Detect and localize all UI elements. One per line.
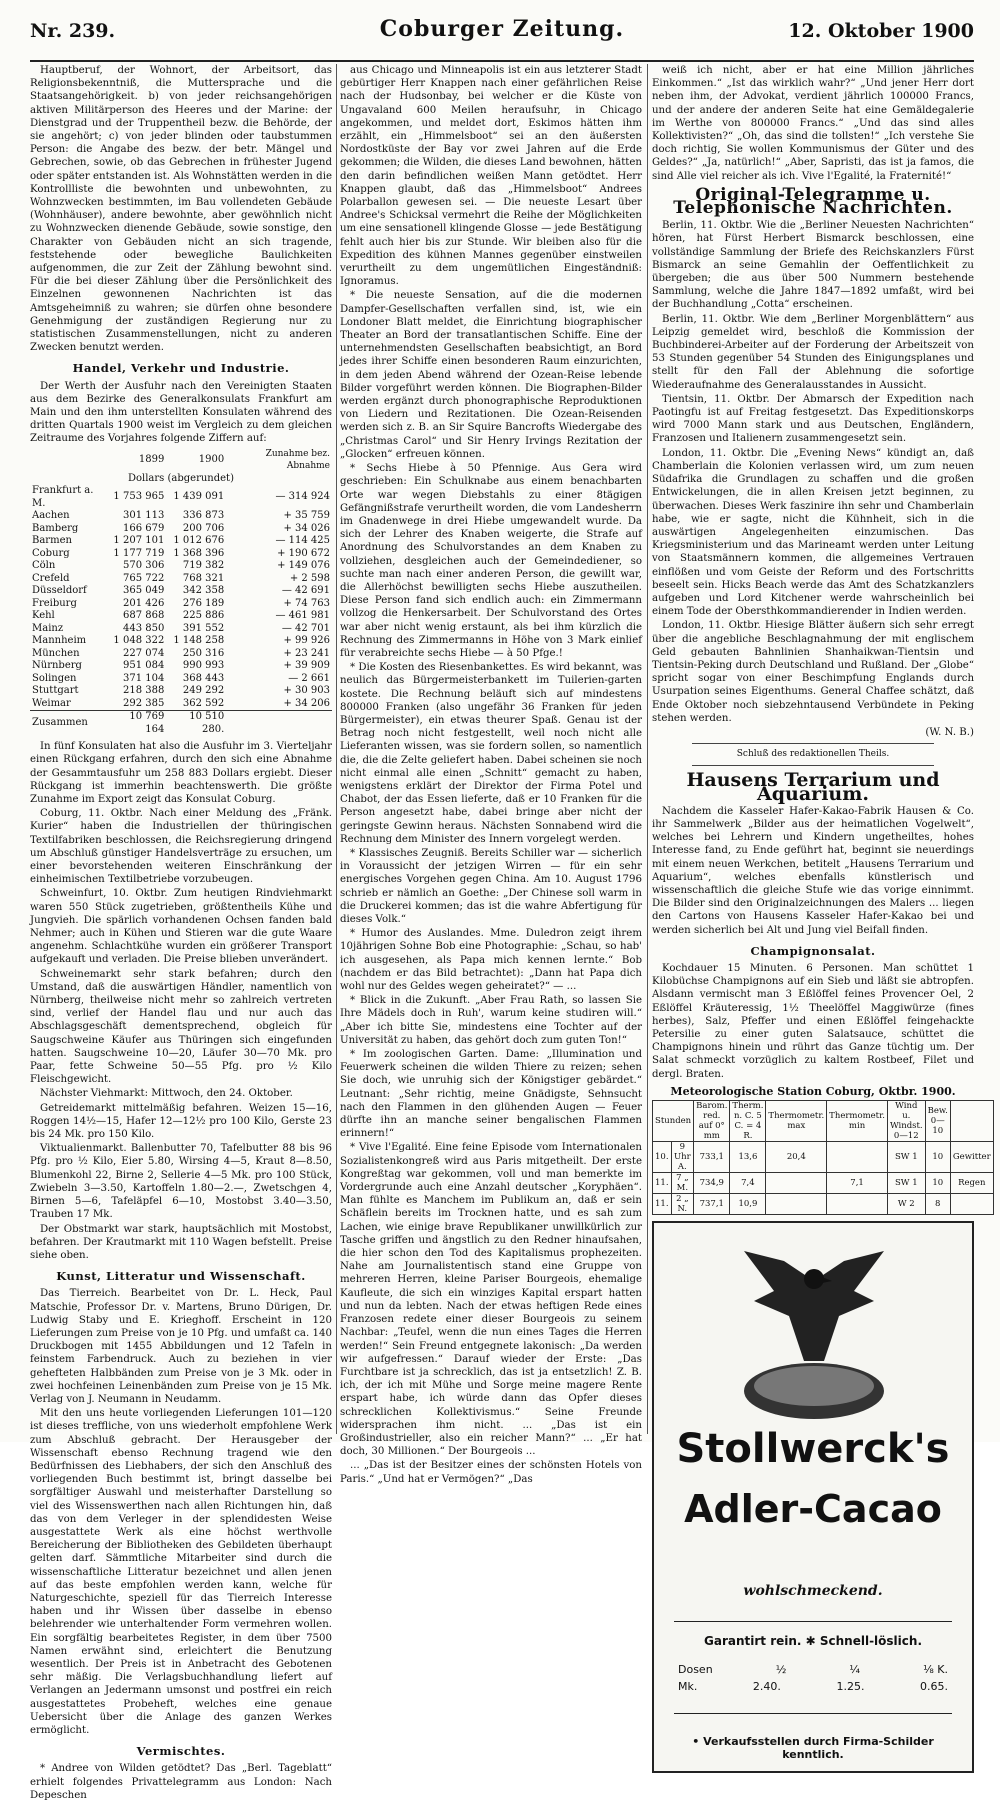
misc-schiller: * Klassisches Zeugniß. Bereits Schiller war — sicherlich in Voraussicht der jetzigen Wirren — für ein sehr energisches Vorgehen gegen China. Am 10. August 1796 schrieb er nämlich an Goethe: „Der Chinese soll warm in die Druckerei kommen; das ist die wahre Abfertigung für dieses Volk.“ <box>340 847 642 925</box>
table-row <box>30 523 332 536</box>
eagle-on-globe-icon <box>714 1241 914 1421</box>
news-fruit-market: Der Obstmarkt war stark, hauptsächlich mit Mostobst, befahren. Der Krautmarkt mit 110 Wagen befstellt. Preise siehe oben. <box>30 1223 332 1261</box>
table-row <box>30 685 332 698</box>
ad-price: 2.40. <box>752 1680 781 1694</box>
table-row <box>653 1142 994 1173</box>
masthead <box>30 8 974 46</box>
telegram-london-2: London, 11. Oktbr. Hiesige Blätter äußern sich sehr erregt über die angebliche Beschlagnahmung der mit englischem Geld gebauten Bahnlinien Shanhaikwan-Tientsin und Tientsin-Peking durch Deutschland und Rußland. Der „Globe“ spricht sogar von einer Beschimpfung Englands durch Usurpation seines Eigenthums. General Chaffee schätzt, daß Ende Oktober noch siebzehntausend Verbündete in Peking stehen werden. <box>652 620 974 724</box>
issue-number: Nr. 239. <box>30 20 116 42</box>
total-label: Zusammen <box>30 711 109 737</box>
news-coburg: Coburg, 11. Oktbr. Nach einer Meldung des „Fränk. Kurier“ haben die Industriellen der thüringischen Textilfabriken beschlossen, die Reichsregierung dringend um Abschluß günstiger Handelsverträge zu ersuchen, um einer bevorstehenden weiteren Einschränkung der einheimischen Textilbetriebe vorzubeugen. <box>30 808 332 886</box>
weather-cell: Regen <box>950 1173 993 1194</box>
value-1900: 342 358 <box>182 585 225 597</box>
value-change: — 2 661 <box>288 672 330 684</box>
newspaper-title: Coburger Zeitung. <box>379 16 625 42</box>
table-row <box>30 598 332 611</box>
export-table-body <box>30 485 332 711</box>
telegram-signature: (W. N. B.) <box>925 726 974 738</box>
table-row <box>30 610 332 623</box>
weather-header: Thermometr. max <box>766 1101 827 1142</box>
value-change: — 42 701 <box>281 622 330 634</box>
weather-cell: 11. <box>653 1173 672 1194</box>
value-1900: 249 292 <box>182 685 225 697</box>
table-row <box>653 1173 994 1194</box>
value-1899: 365 049 <box>122 585 165 597</box>
weather-cell: 10. <box>653 1142 672 1173</box>
value-1899: 765 722 <box>122 572 165 584</box>
weather-cell: 10,9 <box>730 1194 766 1215</box>
weather-cell: 9 Uhr A. <box>671 1142 694 1173</box>
value-1899: 292 385 <box>122 697 165 709</box>
column-3 <box>652 64 991 1761</box>
export-table <box>30 448 332 737</box>
weather-cell: SW 1 <box>887 1173 925 1194</box>
ad-terrarium-text: Nachdem die Kasseler Hafer-Kakao-Fabrik Hausen & Co. ihr Sammelwerk „Bilder aus der heimatlichen Vogelwelt“, welches bei Lehrern und Kindern ungetheiltes, hohes Interesse fand, zu Ende geführt hat, beginnt sie neuerdings mit einem neuen Werkchen, betitelt „Hausens Terrarium und Aquarium“, welches ebenfalls künstlerisch und wissenschaftlich die gleiche Stufe wie das vorige einnimmt. Die Bilder sind den Originalzeichnungen des Malers ... liegen den Cartons von Hausens Kasseler Hafer-Kakao bei und werden sicherlich bei Alt und Jung viel Beifall finden. <box>652 805 974 936</box>
value-change: + 23 241 <box>283 647 330 659</box>
news-pig-market: Schweinemarkt sehr stark befahren; durch den Umstand, daß die auswärtigen Händler, namentlich von Nürnberg, theilweise nicht mehr so zahlreich vertreten sind, verlief der Handel flau und nur auch das Abschlagsgeschäft dementsprechend, obgleich für Saugschweine Käufer aus Thüringen sich eingefunden hatten. Saugschweine 10—20, Läufer 30—70 Mk. pro Paar, fette Schweine 50—55 Pfg. pro ½ Kilo Fleischgewicht. <box>30 968 332 1086</box>
value-1899: 443 850 <box>122 622 165 634</box>
table-row <box>30 698 332 711</box>
value-1900: 768 321 <box>182 572 225 584</box>
table-row <box>30 573 332 586</box>
ad-size: ¼ <box>849 1663 861 1677</box>
table-row <box>30 510 332 523</box>
city-name: Weimar <box>32 697 71 709</box>
value-1900: 1 012 676 <box>173 535 225 547</box>
col-header-change: Zunahme bez. Abnahme <box>265 448 330 472</box>
weather-cell: SW 1 <box>887 1142 925 1173</box>
city-name: Cöln <box>32 560 56 572</box>
ad-size: ⅛ K. <box>923 1663 948 1677</box>
weather-cell: 7 „ M. <box>671 1173 694 1194</box>
column-1 <box>30 64 332 1801</box>
section-rule <box>692 765 934 766</box>
misc-humor: * Humor des Auslandes. Mme. Duledron zeigt ihrem 10jährigen Sohne Bob eine Photographie: „Schau, so hab' ich ausgesehen, als Papa mich kennen lernte.“ Bob (nachdem er das Bild betrachtet): „Dann hat Papa dich wohl nur des Geldes wegen geheiratet?“ — ... <box>340 928 642 993</box>
ad-rule <box>674 1713 952 1714</box>
value-change: — 42 691 <box>281 585 330 597</box>
weather-cell <box>950 1194 993 1215</box>
value-1900: 1 368 396 <box>173 547 225 559</box>
weather-cell <box>827 1142 888 1173</box>
misc-zoo: * Im zoologischen Garten. Dame: „Illumination und Feuerwerk scheinen die wilden Thiere zu reizen; sehen Sie doch, wie unruhig sich der Königstiger gebärdet.“ Leutnant: „Sehr richtig, meine Gnädigste, Sehnsucht nach den Flammen in den glühenden Augen — Feuer dürfte ihn an manche seiner bengalischen Flammen erinnern!“ <box>340 1049 642 1140</box>
misc-egalite-cont: weiß ich nicht, aber er hat eine Million jährliches Einkommen.“ „Ist das wirklich wahr?“ „Und jener Herr dort neben ihm, der Advokat, verdient jährlich 100000 Francs, und der andere der anderen Seite hat eine Gemäldegalerie im Werthe von 800000 Francs.“ „Und das sind alles Kollektivisten?“ „Oh, das sind die tollsten!“ „Ich verstehe Sie doch richtig, Sie wollen Kommunismus der Güter und des Geldes?“ „Ja, natürlich!“ „Aber, Sapristi, das ist ja famos, die sind Alle viel reicher als ich. Vive l'Egalité, la Fraternité!“ <box>652 65 974 182</box>
weather-table <box>652 1100 994 1215</box>
census-text: Hauptberuf, der Wohnort, der Arbeitsort, das Religionsbekenntniß, die Muttersprache und die Staatsangehörigkeit. b) von jeder reichsangehörigen aktiven Militärperson des Heeres und der Marine: der Dienstgrad und der Truppentheil bezw. die Behörde, der sie angehört; c) von jeder blinden oder taubstummen Person: die Angabe des bezw. der betr. Mängel und Gebrechen, sowie, ob das Gebrechen in frühester Jugend oder später entstanden ist. Als Wohnstätten werden in die Kontrollliste die bewohnten und unbewohnten, zu Wohnzwecken bestimmten, im Bau vollendeten Gebäude (Wohnhäuser), andere bewohnte, aber gewöhnlich nicht zu Wohnzwecken dienende Gebäude, sowie sonstige, den Charakter von Gebäuden nicht an sich tragende, feststehende oder bewegliche Baulichkeiten aufgenommen, die zur Zeit der Zählung bewohnt sind. Für die bei dieser Zählung über die Persönlichkeit des Einzelnen gewonnenen Nachrichten ist das Amtsgeheimniß zu wahren; sie dürfen ohne besondere Genehmigung der zuständigen Regierung nur zu statistischen Zusammenstellungen, nicht zu anderen Zwecken benutzt werden. <box>30 65 332 354</box>
value-change: — 314 924 <box>275 491 330 503</box>
weather-cell: 2 „ N. <box>671 1194 694 1215</box>
ad-rule <box>674 1621 952 1622</box>
weather-cell: 10 <box>925 1173 950 1194</box>
value-1899: 570 306 <box>122 560 165 572</box>
unit-label: Dollars (abgerundet) <box>128 472 234 484</box>
weather-cell: 733,1 <box>694 1142 730 1173</box>
telegram-berlin-1: Berlin, 11. Oktbr. Wie die „Berliner Neuesten Nachrichten“ hören, hat Fürst Herbert Bismarck beschlossen, eine vollständige Sammlung der Briefe des Reichskanzlers Fürst Bismarck an seine Gemahlin der Oeffentlichkeit zu übergeben; die aus über 500 Nummern bestehende Sammlung, welche die Jahre 1847—1892 umfaßt, wird bei der Buchhandlung „Cotta“ erscheinen. <box>652 220 974 311</box>
value-1899: 1 177 719 <box>113 547 165 559</box>
value-1899: 687 868 <box>122 610 165 622</box>
ad-size: ½ <box>775 1663 787 1677</box>
value-1899: 951 084 <box>122 660 165 672</box>
value-change: — 114 425 <box>275 535 330 547</box>
city-name: Bamberg <box>32 522 79 534</box>
table-row <box>30 485 332 510</box>
table-row <box>30 548 332 561</box>
ad-product-name: Adler-Cacao <box>684 1487 942 1532</box>
weather-table-title: Meteorologische Station Coburg, Oktbr. 1900. <box>670 1084 956 1098</box>
value-change: + 74 763 <box>283 597 330 609</box>
misc-andree: * Andree von Wilden getödtet? Das „Berl. Tageblatt“ erhielt folgendes Privattelegramm aus London: Nach Depeschen <box>30 1763 332 1801</box>
value-change: + 2 598 <box>289 572 330 584</box>
weather-cell: 20,4 <box>766 1142 827 1173</box>
recipe-heading: Champignonsalat. <box>750 943 876 958</box>
value-1899: 371 104 <box>122 672 165 684</box>
city-name: Coburg <box>32 547 70 559</box>
value-1900: 719 382 <box>182 560 225 572</box>
misc-banquet: * Die Kosten des Riesenbankettes. Es wird bekannt, was neulich das Bürgermeisterbankett im Tuilerien-garten kostete. Die Rechnung beläuft sich auf mindestens 800000 Franken (also ungefähr 36 Franken für jeden Bürgermeister), ein etwas theurer Spaß. Genau ist der Betrag noch nicht festgestellt, weil noch nicht alle Lieferanten wissen, was sie fordern sollen, so namentlich die, die die Zelte geliefert haben. Dabei scheinen sie noch nicht einmal alle einen „Schnitt“ gemacht zu haben, wenigstens erklärt der Direktor der Firma Potel und Chabot, der das Essen lieferte, daß er 10 Franken für die Person angesetzt habe, dabei bringe aber nicht der geringste Gewinn heraus. Nächsten Sonnabend wird die Rechnung dem Minister des Innern vorgelegt werden. <box>340 662 642 845</box>
table-row <box>653 1194 994 1215</box>
value-1900: 362 592 <box>182 697 225 709</box>
ad-dose-label: Dosen <box>678 1663 713 1677</box>
news-next-market: Nächster Viehmarkt: Mittwoch, den 24. Oktober. <box>40 1088 293 1100</box>
weather-cell: 737,1 <box>694 1194 730 1215</box>
weather-cell: 8 <box>925 1194 950 1215</box>
table-row <box>30 535 332 548</box>
weather-header: Barom. red. auf 0° mm <box>694 1101 730 1142</box>
value-change: + 190 672 <box>277 547 330 559</box>
city-name: Mannheim <box>32 635 87 647</box>
city-name: Crefeld <box>32 572 70 584</box>
ad-footer: • Verkaufsstellen durch Firma-Schilder kenntlich. <box>692 1734 934 1761</box>
ad-tagline: wohlschmeckend. <box>743 1583 883 1600</box>
table-row <box>30 560 332 573</box>
value-1900: 276 189 <box>182 597 225 609</box>
city-name: Düsseldorf <box>32 585 87 597</box>
value-change: + 34 026 <box>283 522 330 534</box>
weather-cell: 7,1 <box>827 1173 888 1194</box>
value-1899: 1 048 322 <box>113 635 165 647</box>
table-row <box>30 623 332 636</box>
value-change: + 30 903 <box>283 685 330 697</box>
misc-future: * Blick in die Zukunft. „Aber Frau Rath, so lassen Sie Ihre Mädels doch in Ruh', warum keine studiren will.“ „Aber ich bitte Sie, mindestens eine Tochter auf der Universität zu haben, das gehört doch zum guten Ton!“ <box>340 995 642 1046</box>
telegram-berlin-2: Berlin, 11. Oktbr. Wie dem „Berliner Morgenblättern“ aus Leipzig gemeldet wird, beschloß die Kommission der Buchbinderei-Arbeiter auf der Forderung der Arbeitszeit von 53 Stunden gegenüber 54 Stunden des Einigungsplanes und stellt für den Fall der Ablehnung die sofortige Wiederaufnahme des Generalausstandes in Aussicht. <box>652 313 974 391</box>
city-name: Solingen <box>32 672 77 684</box>
ad-heading-terrarium: Hausens Terrarium und Aquarium. <box>686 769 940 805</box>
stollwerck-advertisement <box>652 1221 974 1773</box>
value-1900: 225 886 <box>182 610 225 622</box>
value-1900: 1 148 258 <box>173 635 225 647</box>
weather-header <box>950 1101 993 1142</box>
table-row <box>30 660 332 673</box>
total-1900: 10 510 280. <box>166 711 226 737</box>
value-change: + 35 759 <box>283 510 330 522</box>
weather-header: Bew. 0—10 <box>925 1101 950 1142</box>
value-1900: 368 443 <box>182 672 225 684</box>
weather-cell: W 2 <box>887 1194 925 1215</box>
section-heading-telegrams: Original-Telegramme u. Telephonische Nachrichten. <box>673 184 953 219</box>
column-2 <box>340 64 642 1485</box>
city-name: Mainz <box>32 622 64 634</box>
value-1899: 1 753 965 <box>113 491 165 503</box>
weather-cell: 13,6 <box>730 1142 766 1173</box>
city-name: Kehl <box>32 610 55 622</box>
value-1899: 301 113 <box>122 510 165 522</box>
value-1899: 201 426 <box>122 597 165 609</box>
export-summary: In fünf Konsulaten hat also die Ausfuhr im 3. Vierteljahr einen Rückgang erfahren, durch den sich eine Abnahme der Gesammtausfuhr um 258 883 Dollars ergiebt. Dieser Rückgang ist immerhin beachtenswerth. Die größte Zunahme im Export zeigt das Konsulat Coburg. <box>30 741 332 805</box>
city-name: Stuttgart <box>32 685 79 697</box>
ad-price: 0.65. <box>920 1680 948 1694</box>
editorial-end-note: Schluß des redaktionellen Theils. <box>736 749 890 760</box>
ad-price-table <box>678 1663 948 1697</box>
table-row <box>30 648 332 661</box>
city-name: Freiburg <box>32 597 77 609</box>
news-schweinfurt: Schweinfurt, 10. Oktbr. Zum heutigen Rindviehmarkt waren 550 Stück zugetrieben, größtentheils Kühe und Jungvieh. Die spärlich vorhandenen Ochsen fanden bald Nehmer; auch in Kühen und Stieren war die gute Waare angenehm. Schlachtkühe wurden ein größerer Transport aufgekauft und verladen. Die Preise blieben unverändert. <box>30 888 332 966</box>
value-1899: 227 074 <box>122 647 165 659</box>
value-change: + 34 206 <box>283 697 330 709</box>
ad-price: 1.25. <box>836 1680 865 1694</box>
weather-cell <box>766 1173 827 1194</box>
misc-six-blows: * Sechs Hiebe à 50 Pfennige. Aus Gera wird geschrieben: Ein Schulknabe aus einem benachbarten Orte war wegen Diebstahls zu einer 8tägigen Gefängnißstrafe verurtheilt worden, die vom Landesherrn im Gnadenwege in drei Hiebe umgewandelt wurde. Da sich der Lehrer des Knaben weigerte, die Strafe auf Anordnung des Schulvorstandes an dem Knaben zu vollziehen, desgleichen auch der Gemeindediener, so suchte man nach einer anderen Person, die gewillt war, die Allerhöchst bewilligten sechs Hiebe auszutheilen. Diese Person fand sich endlich auch: ein Zimmermann vollzog die Henkersarbeit. Der Schulvorstand des Ortes war aber nicht wenig erstaunt, als bei ihm kürzlich die Rechnung des Zimmermanns in Höhe von 3 Mark einlief für verabreichte sechs Hiebe — à 50 Pfge.! <box>340 463 642 659</box>
weather-cell: 11. <box>653 1194 672 1215</box>
news-grain-market: Getreidemarkt mittelmäßig befahren. Weizen 15—16, Roggen 14½—15, Hafer 12—12½ pro 100 Kilo, Gerste 23 bis 24 Mk. pro 150 Kilo. <box>30 1102 332 1141</box>
section-heading-misc: Vermischtes. <box>136 1744 226 1759</box>
misc-egalite-end: ... „Das ist der Besitzer eines der schönsten Hotels von Paris.“ „Und hat er Vermögen?“ „Das <box>340 1460 642 1485</box>
telegram-london-1: London, 11. Oktbr. Die „Evening News“ kündigt an, daß Chamberlain die Kolonien verlassen wird, um zum neuen Südafrika die Grundlagen zu schaffen und die großen Entwickelungen, die in allen Kreisen jetzt beginnen, zu überwachen. Dieses Werk faszinire ihn sehr und Chamberlain habe, wie er sagte, nicht die Kühnheit, sich in die auswärtigen Angelegenheiten einzumischen. Das Kriegsministerium und das Marineamt werden unter Leitung von Staatsmännern kommen, die allgemeines Vertrauen einflößen und vom Geiste der Reform und des Fortschritts beseelt sein. Hicks Beach werde das Amt des Schatzkanzlers aufgeben und Lord Kitchener werde wahrscheinlich bei einem Tode der Obersthkommandierender in Indien werden. <box>652 447 974 618</box>
weather-table-body <box>653 1142 994 1215</box>
col-header-1899: 1899 <box>138 453 165 465</box>
weather-header: Wind u. Windst. 0—12 <box>887 1101 925 1142</box>
section-heading-trade: Handel, Verkehr und Industrie. <box>72 361 290 376</box>
news-victuals-market: Viktualienmarkt. Ballenbutter 70, Tafelbutter 88 bis 96 Pfg. pro ½ Kilo, Eier 5.80, Wirsing 4—5, Kraut 8—8.50, Blumenkohl 22, Birne 2, Sellerie 4—5 Mk. pro 100 Stück, Zwiebeln 3—3.50, Kartoffeln 1.80—2.—, Zwetschgen 4, Birnen 5—6, Tafeläpfel 6—10, Mostobst 3.40—3.50, Trauben 17 Mk. <box>30 1143 332 1221</box>
value-change: + 149 076 <box>277 560 330 572</box>
issue-date: 12. Oktober 1900 <box>788 20 974 42</box>
table-row <box>30 673 332 686</box>
city-name: Nürnberg <box>32 660 82 672</box>
city-name: Aachen <box>32 510 70 522</box>
city-name: München <box>32 647 80 659</box>
value-1900: 336 873 <box>182 510 225 522</box>
table-row <box>30 635 332 648</box>
ad-price-label: Mk. <box>678 1680 698 1694</box>
value-1899: 218 388 <box>122 685 165 697</box>
weather-cell <box>827 1194 888 1215</box>
value-1900: 990 993 <box>182 660 225 672</box>
masthead-rule <box>30 60 974 62</box>
misc-andree-cont: aus Chicago und Minneapolis ist ein aus letzterer Stadt gebürtiger Herr Knappen nach einer gefährlichen Reise nach der Hudsonbay, bei welcher er die Küste von Ungavaland 600 Meilen heraufsuhr, in Chicago angekommen, und meldet dort, Eskimos hätten ihm erzählt, ein „Himmelsboot“ sei an den äußersten Nordostküste der Bay vor zwei Jahren auf die Erde gekommen; die Wilden, die dieses Land bewohnen, hätten den darin befindlichen weißen Mann getödtet. Herr Knappen glaubt, daß das „Himmelsboot“ Andrees Polarballon gewesen sei. — Die neueste Lesart über Andree's Schicksal vermehrt die Reihe der Möglichkeiten um eine sensationell klingende Glosse — jede Bestätigung fehlt auch hier bis zur Stunde. Wir bleiben also für die Expedition des kühnen Mannes gegenüber einstweilen verurtheilt zu dem ungemütlichen Eingeständniß: Ignoramus. <box>340 65 642 288</box>
column-divider <box>647 64 648 1434</box>
ad-guarantee: Garantirt rein. ✱ Schnell-löslich. <box>704 1634 922 1649</box>
col-header-1900: 1900 <box>198 453 225 465</box>
ad-brand-name: Stollwerck's <box>676 1426 950 1473</box>
city-name: Frankfurt a. M. <box>32 485 94 509</box>
weather-header: Stunden <box>653 1101 694 1142</box>
export-intro: Der Werth der Ausfuhr nach den Vereinigten Staaten aus dem Bezirke des Generalkonsulats Frankfurt am Main und den ihm unterstellten Konsulaten während des dritten Quartals 1900 weist im Vergleich zu dem gleichen Zeitraume des Vorjahres folgende Ziffern auf: <box>30 380 332 445</box>
weather-cell: 734,9 <box>694 1173 730 1194</box>
section-heading-arts: Kunst, Litteratur und Wissenschaft. <box>56 1269 306 1284</box>
column-divider <box>336 64 337 1434</box>
value-change: — 461 981 <box>275 610 330 622</box>
misc-ship-theatre: * Die neueste Sensation, auf die die modernen Dampfer-Gesellschaften verfallen sind, ist, wie ein Londoner Blatt meldet, die Einrichtung biographischer Theater an Bord der transatlantischen Schiffe. Eine der unternehmendsten Gesellschaften beabsichtigt, an Bord jedes ihrer Schiffe einen besonderen Raum einzurichten, in dem jeden Abend während der Ozean-Reise lebende Bilder vorgeführt werden können. Die Biographen-Bilder werden ergänzt durch phonographische Reproduktionen von Liedern und Rezitationen. Die Ozean-Reisenden werden sich z. B. an Sir Squire Bancrofts Wiedergabe des „Christmas Carol“ und Sir Henry Irvings Rezitation der „Glocken“ erfreuen können. <box>340 290 642 460</box>
table-row <box>30 585 332 598</box>
weather-header: Therm. n. C. 5 C. = 4 R. <box>730 1101 766 1142</box>
value-1900: 250 316 <box>182 647 225 659</box>
value-1900: 1 439 091 <box>173 491 225 503</box>
recipe-text: Kochdauer 15 Minuten. 6 Personen. Man schüttet 1 Kilobüchse Champignons auf ein Sieb und läßt sie abtropfen. Alsdann vermischt man 3 Eßlöffel feines Provencer Oel, 2 Eßlöffel Kräuteressig, 1½ Theelöffel Maggiwürze (fines herbes), Salz, Pfeffer und einen Eßlöffel feingehackte Petersilie zu einer guten Salatsauce, schüttet die Champignons hinein und rührt das Ganze tüchtig um. Der Salat schmeckt vorzüglich zu kaltem Rostbeef, Filet und dergl. Braten. <box>652 963 974 1080</box>
value-1900: 200 706 <box>182 522 225 534</box>
telegram-tientsin: Tientsin, 11. Oktbr. Der Abmarsch der Expedition nach Paotingfu ist auf Freitag festgesetzt. Das Expeditionskorps wird 7000 Mann stark und aus Deutschen, Engländern, Franzosen und Italienern zusammengesetzt sein. <box>652 393 974 445</box>
weather-cell <box>766 1194 827 1215</box>
weather-cell: 10 <box>925 1142 950 1173</box>
value-1899: 1 207 101 <box>113 535 165 547</box>
value-1900: 391 552 <box>182 622 225 634</box>
value-change: + 99 926 <box>283 635 330 647</box>
misc-egalite: * Vive l'Egalité. Eine feine Episode vom Internationalen Sozialistenkongreß wird aus Paris mitgetheilt. Der erste Kongreßtag war gekommen, voll und man bemerkte im Vordergrunde auch eine Anzahl deutscher „Koryphäen“. Man fühlte es Manchem im Publikum an, daß er sein Schäflein bereits im Trocknen hatte, und es sah zum Lachen, wie einige brave Republikaner unwillkürlich zur Tasche griffen und ängstlich zu den Redner hinaufsahen, die hier schon den Tod des Kapitalismus prophezeiten. Nahe am Journalistentisch stand eine Gruppe von mehreren Herren, kleine Pariser Bourgeois, ehemalige Kaufleute, die sich ein winziges Kapital erspart hatten und nun da lebten. Nach der etwas heftigen Rede eines Franzosen redete einer dieser Bourgeois zu seinem Nachbar: „Teufel, wenn die nun eines Tages die Herren werden!“ Sein Freund entgegnete lakonisch: „Da werden wir aufgefressen.“ Darauf wieder der Erste: „Das Furchtbare ist ja schrecklich, das ist ja entsetzlich! Z. B. ich, der ich mit Mühe und Sorge meine magere Rente erspart habe, ich würde dann das Opfer dieses schrecklichen Kollektivismus.“ Seine Freunde widersprachen ihm nicht. ... „Das ist ein Großindustrieller, also ein reicher Mann?“ ... „Er hat doch, 30 Millionen.“ Der Bourgeois ... <box>340 1142 642 1458</box>
section-rule <box>692 743 934 744</box>
weather-header: Thermometr. min <box>827 1101 888 1142</box>
city-name: Barmen <box>32 535 72 547</box>
book-review-title: Das Tierreich. Bearbeitet von Dr. L. Heck, Paul Matschie, Professor Dr. v. Martens, Bruno Dürigen, Dr. Ludwig Staby und E. Krieghoff. Erscheint in 120 Lieferungen zum Preise von je 10 Pfg. und umfaßt ca. 140 Druckbogen mit 1455 Abbildungen und 12 Tafeln in feinstem Farbendruck. Auch zu beziehen in vier gehefteten Halbbänden zum Preise von je 3 Mk. oder in zwei hochfeinen Leinenbänden zum Preise von je 15 Mk. Verlag von J. Neumann in Neudamm. <box>30 1288 332 1405</box>
total-1899: 10 769 164 <box>109 711 166 737</box>
weather-cell: Gewitter <box>950 1142 993 1173</box>
book-review-text: Mit den uns heute vorliegenden Lieferungen 101—120 ist dieses treffliche, von uns wiederholt empfohlene Werk zum Abschluß gebracht. Der Herausgeber der Wissenschaft ebenso Rechnung tragend wie den Bedürfnissen des Liebhabers, der sich den Anschluß des vorliegenden Buch bestimmt ist, bringt dasselbe bei sorgfältiger Auswahl und meisterhafter Darstellung so viel des Wissenswerthen nach allen Richtungen hin, daß das von dem Verleger in der splendidesten Weise ausgestattete Werk als eine höchst werthvolle Bereicherung der Bibliotheken des Gebildeten überhaupt gelten darf. Sämmtliche Mitarbeiter sind durch die wissenschaftliche Litteratur bezeichnet und allen jenen auf das beste empfohlen werden kann, welche für Naturgeschichte, speziell für das Tierreich Interesse haben und ihr Wissen über dasselbe in ebenso belehrender wie unterhaltender Form vermehren wollen. Ein sorgfältig bearbeitetes Register, in dem über 7500 Namen erwähnt sind, erleichtert die Benutzung wesentlich. Der Preis ist in Anbetracht des Gebotenen sehr mäßig. Die Verlagsbuchhandlung liefert auf Verlangen an Jedermann umsonst und postfrei ein reich ausgestattetes Probeheft, welches eine genaue Uebersicht über die Anlage des ganzen Werkes ermöglicht. <box>30 1408 332 1737</box>
value-1899: 166 679 <box>122 522 165 534</box>
weather-cell: 7,4 <box>730 1173 766 1194</box>
value-change: + 39 909 <box>283 660 330 672</box>
